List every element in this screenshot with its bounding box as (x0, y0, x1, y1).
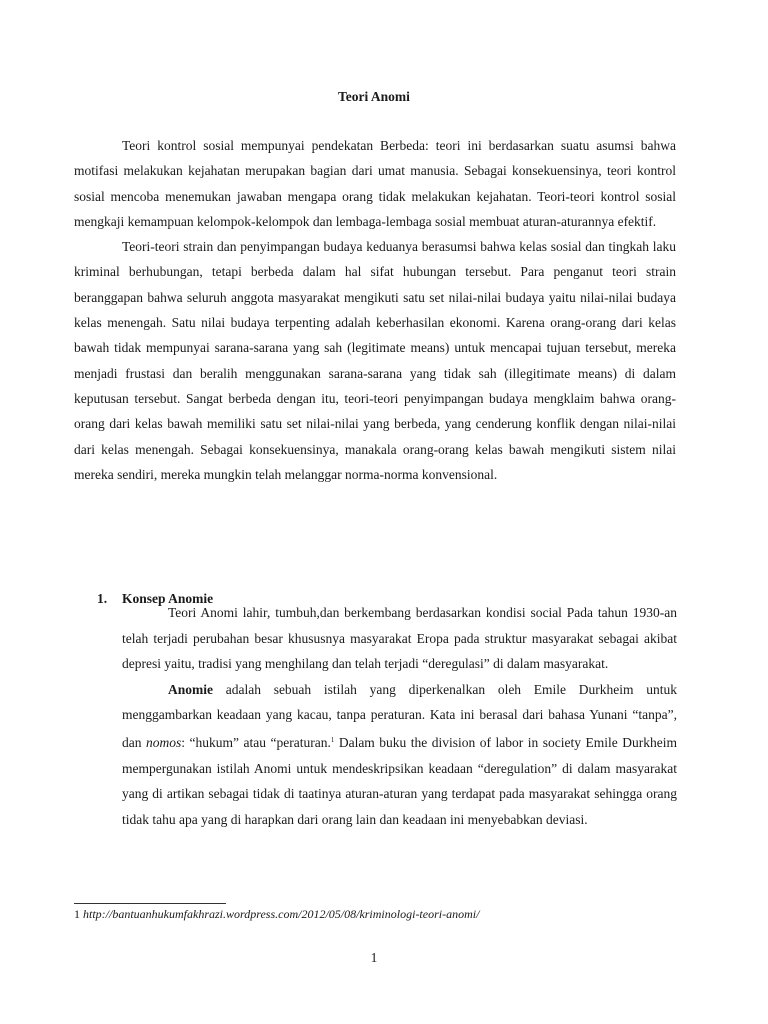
footnote-number: 1 (74, 907, 80, 921)
section-body (122, 600, 677, 832)
paragraph-2: Teori-teori strain dan penyimpangan budaya keduanya berasumsi bahwa kelas sosial dan tingkah laku kriminal berhubungan, tetapi berbeda dalam hal sifat hubungan tersebut. Para penganut teori strain beranggapan bahwa seluruh anggota masyarakat mengikuti satu set nilai-nilai budaya yaitu nilai-nilai budaya kelas menengah. Satu nilai budaya terpenting adalah keberhasilan ekonomi. Karena orang-orang dari kelas bawah tidak mempunyai sarana-sarana yang sah (legitimate means) untuk mencapai tujuan tersebut, mereka menjadi frustasi dan beralih menggunakan sarana-sarana yang tidak sah (illegitimate means) di dalam keputusan tersebut. Sangat berbeda dengan itu, teori-teori penyimpangan budaya mengklaim bahwa orang-orang dari kelas bawah memiliki satu set nilai-nilai yang berbeda, yang cenderung konflik dengan nilai-nilai dari kelas menengah. Sebagai konsekuensinya, manakala orang-orang kelas bawah mengikuti sistem nilai mereka sendiri, mereka mungkin telah melanggar norma-norma konvensional. (74, 239, 676, 482)
text-segment: adalah sebuah istilah yang diperkenalkan oleh Emile Durkheim untuk menggambarkan keadaan yang kacau, tanpa peraturan. Kata ini berasal dari bahasa Yunani “tanpa”, dan (122, 681, 677, 750)
page-title: Teori Anomi (338, 89, 410, 104)
footnote-separator (74, 903, 226, 904)
body-text (74, 133, 676, 487)
text-segment: : “hukum” atau “peraturan. (181, 734, 331, 750)
nomos-term: nomos (146, 734, 182, 750)
text-segment: Dalam buku the division of labor in society Emile Durkheim mempergunakan istilah Anomi untuk mendeskripsikan keadaan “deregulation” di dalam masyarakat yang di artikan sebagai tidak di taatinya aturan-aturan yang terdapat pada masyarakat sehingga orang tidak tahu apa yang di harapkan dari orang lain dan keadaan ini menyebabkan deviasi. (122, 734, 678, 827)
section-paragraph-1: Teori Anomi lahir, tumbuh,dan berkembang berdasarkan kondisi social Pada tahun 1930-an telah terjadi perubahan besar khususnya masyarakat Eropa pada struktur masyarakat sebagai akibat depresi yaitu, tradisi yang menghilang dan telah terjadi “deregulasi” di dalam masyarakat. (122, 605, 677, 672)
section-title: Konsep Anomie (122, 591, 214, 606)
section-konsep-anomie (97, 590, 677, 832)
footnote-reference[interactable]: 1 (330, 735, 335, 744)
section-number: 1. (97, 591, 108, 606)
page-number: 1 (370, 950, 378, 965)
footnote (74, 907, 694, 922)
footnote-link[interactable]: http://bantuanhukumfakhrazi.wordpress.com/2012/05/08/kriminologi-teori-anomi/ (83, 907, 480, 921)
anomie-term: Anomie (168, 681, 213, 697)
section-paragraph-2 (122, 677, 677, 833)
paragraph-1: Teori kontrol sosial mempunyai pendekatan Berbeda: teori ini berdasarkan suatu asumsi bahwa motifasi melakukan kejahatan merupakan bagian dari umat manusia. Sebagai konsekuensinya, teori kontrol sosial mencoba menemukan jawaban mengapa orang tidak melakukan kejahatan. Teori-teori kontrol sosial mengkaji kemampuan kelompok-kelompok dan lembaga-lembaga sosial membuat aturan-aturannya efektif. (74, 138, 676, 229)
